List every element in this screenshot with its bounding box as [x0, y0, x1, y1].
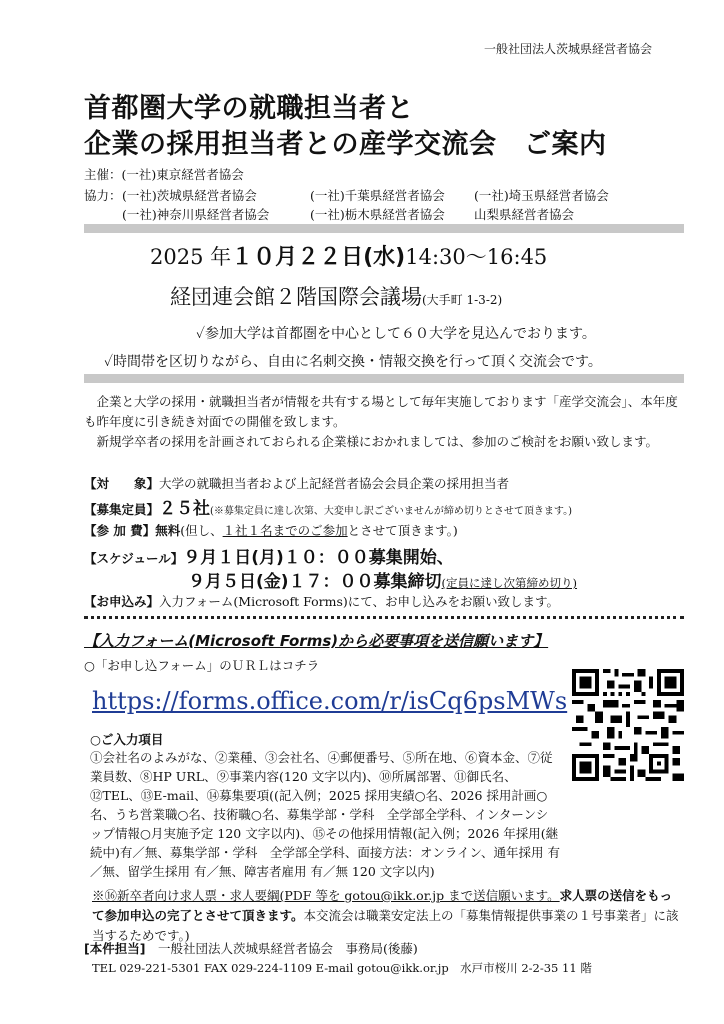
- event-date: 2025 年１０月２２日(水)14:30〜16:45: [150, 245, 548, 270]
- dotted-divider: [84, 616, 684, 619]
- page-title-line2: 企業の採用担当者との産学交流会 ご案内: [84, 129, 607, 160]
- apply-row: 【お申込み】入力フォーム(Microsoft Forms)にて、お申し込みをお願い致します。: [84, 594, 560, 609]
- fee-row: 【参 加 費】無料(但し、１社１名までのご参加とさせて頂きます。): [84, 523, 458, 538]
- coop-item: (一社)神奈川県経営者協会: [122, 207, 270, 222]
- contact-row: [本件担当] 一般社団法人茨城県経営者協会 事務局(後藤): [84, 941, 418, 956]
- capacity-row: 【募集定員】２５社(※募集定員に達し次第、大変申し訳ございませんが締め切りとさせて頂きます。): [84, 499, 573, 519]
- check-item: ✓時間帯を区切りながら、自由に名刺交換・情報交換を行って頂く交流会です。: [104, 354, 602, 370]
- host-row: 主催：(一社)東京経営者協会: [84, 167, 244, 182]
- coop-item: (一社)茨城県経営者協会: [122, 188, 257, 203]
- form-note: ○「お申し込フォーム」のＵＲＬはコチラ: [84, 658, 320, 673]
- divider-bar: [84, 224, 684, 233]
- divider-bar: [84, 374, 684, 383]
- intro-paragraph: 企業と大学の採用・就職担当者が情報を共有する場として毎年実施しております「産学交流会」、本年度も昨年度に引き続き対面での開催を致します。: [84, 394, 678, 429]
- check-item: ✓参加大学は首都圏を中心として６０大学を見込んでおります。: [196, 326, 596, 342]
- pdf-note: ※⑯新卒者向け求人票・求人要綱(PDF 等を gotou@ikk.or.jp まで送信願います。求人票の送信をもって参加申込の完了とさせて頂きます。本交流会は職業安定法上の「募集情報提供事業の１号事業者」に該当するためです。): [92, 888, 679, 943]
- header-org: 一般社団法人茨城県経営者協会: [483, 42, 652, 56]
- coop-item: 山梨県経営者協会: [474, 207, 575, 222]
- schedule-row-2: ９月５日(金)１７：００募集締切(定員に達し次第締め切り): [188, 572, 578, 592]
- coop-item: (一社)栃木県経営者協会: [310, 207, 445, 222]
- page-title-line1: 首都圏大学の就職担当者と: [84, 93, 414, 124]
- items-heading: ○ご入力項目: [90, 732, 164, 747]
- form-url-link[interactable]: https://forms.office.com/r/isCq6psMWs: [92, 687, 568, 715]
- contact-details: TEL 029-221-5301 FAX 029-224-1109 E-mail gotou@ikk.or.jp 水戸市桜川 2-2-35 11 階: [92, 961, 592, 975]
- coop-item: (一社)千葉県経営者協会: [310, 188, 445, 203]
- intro-paragraph: 新規学卒者の採用を計画されておられる企業様におかれましては、参加のご検討をお願い致します。: [96, 434, 659, 449]
- coop-item: (一社)埼玉県経営者協会: [474, 188, 609, 203]
- items-list: ①会社名のよみがな、②業種、③会社名、④郵便番号、⑤所在地、⑥資本金、⑦従業員数、⑧HP URL、⑨事業内容(120 文字以内)、⑩所属部署、⑪御氏名、⑫TEL、⑬E-mail、⑭募集要項((記入例；2025 採用実績○名、2026 採用計画○名、うち営業職○名、技術職○名、募集学部・学科 全学部全学科、インターンシップ情報○月実施予定 120 文字以内)、⑮その他採用情報(記入例；2026 年採用(継続中)有／無、募集学部・学科 全学部全学科、面接方法：オンライン、通年採用 有／無、留学生採用 有／無、障害者雇用 有／無 120 文字以内): [90, 750, 560, 879]
- target-row: 【対 象】大学の就職担当者および上記経営者協会会員企業の採用担当者: [84, 476, 510, 491]
- coop-label: 協力：: [84, 188, 122, 203]
- event-venue: 経団連会館２階国際会議場(大手町 1-3-2): [170, 285, 503, 309]
- form-heading: 【入力フォーム(Microsoft Forms)から必要事項を送信願います】: [84, 632, 549, 650]
- qr-code-icon: [572, 669, 684, 781]
- schedule-row: 【スケジュール】９月１日(月)１０：００募集開始、: [84, 548, 454, 568]
